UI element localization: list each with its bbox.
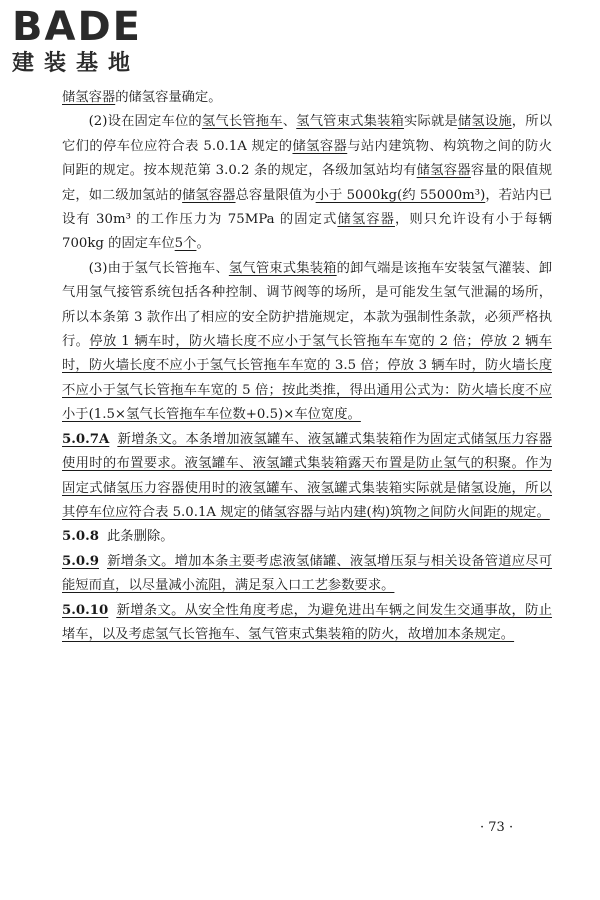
clause-5-0-10: 5.0.10 新增条文。从安全性角度考虑，为避免进出车辆之间发生交通事故，防止堵车，以及考虑氢气长管拖车、氢气管束式集装箱的防火，故增加本条规定。: [62, 602, 552, 642]
clause-number: 5.0.8: [62, 529, 100, 545]
watermark-subtitle: 建装基地: [12, 51, 141, 76]
clause-5-0-9: 5.0.9 新增条文。增加本条主要考虑液氢储罐、液氢增压泵与相关设备管道应尽可能短而直，以尽量减小流阻，满足泵入口工艺参数要求。: [62, 553, 552, 594]
document-body: [62, 86, 552, 647]
clause-number: 5.0.9: [62, 553, 100, 569]
watermark-brand: BADE: [12, 4, 142, 50]
paragraph-continuation: 储氢容器的储氢容量确定。: [62, 90, 222, 105]
clause-number: 5.0.7A: [62, 431, 110, 447]
clause-5-0-7a: 5.0.7A 新增条文。本条增加液氢罐车、液氢罐式集装箱作为固定式储氢压力容器使用时的布置要求。液氢罐车、液氢罐式集装箱露天布置是防止氢气的积聚。作为固定式储氢压力容器使用时的液氢罐车、液氢罐式集装箱实际就是储氢设施，所以其停车位应符合表 5.0.1A 规定的储氢容器与站内建(构)筑物之间防火间距的规定。: [62, 431, 552, 520]
clause-number: 5.0.10: [62, 602, 109, 618]
clause-5-0-8: 5.0.8 此条删除。: [62, 529, 174, 545]
paragraph-item-2: (2)设在固定车位的氢气长管拖车、氢气管束式集装箱实际就是储氢设施，所以它们的停车位应符合表 5.0.1A 规定的储氢容器与站内建筑物、构筑物之间的防火间距的规定。按本规范第 3.0.2 条的规定，各级加氢站均有储氢容器容量的限值规定，如二级加氢站的储氢容器总容量限值为小于 5000kg(约 55000m³)，若站内已设有 30m³ 的工作压力为 75MPa 的固定式储氢容器，则只允许设有小于每辆 700kg 的固定车位5个。: [62, 114, 553, 252]
paragraph-item-3: (3)由于氢气长管拖车、氢气管束式集装箱的卸气端是该拖车安装氢气灌装、卸气用氢气接管系统包括各种控制、调节阀等的场所，是可能发生氢气泄漏的场所，所以本条第 3 款作出了相应的安全防护措施规定，本款为强制性条款，必须严格执行。停放 1 辆车时，防火墙长度不应小于氢气长管拖车车宽的 2 倍；停放 2 辆车时，防火墙长度不应小于氢气长管拖车车宽的 3.5 倍；停放 3 辆车时，防火墙长度不应小于氢气长管拖车车宽的 5 倍；按此类推，得出通用公式为：防火墙长度不应小于(1.5×氢气长管拖车车位数+0.5)×车位宽度。: [62, 260, 553, 423]
page-number: · 73 ·: [480, 820, 514, 835]
watermark-logo: [12, 4, 142, 78]
